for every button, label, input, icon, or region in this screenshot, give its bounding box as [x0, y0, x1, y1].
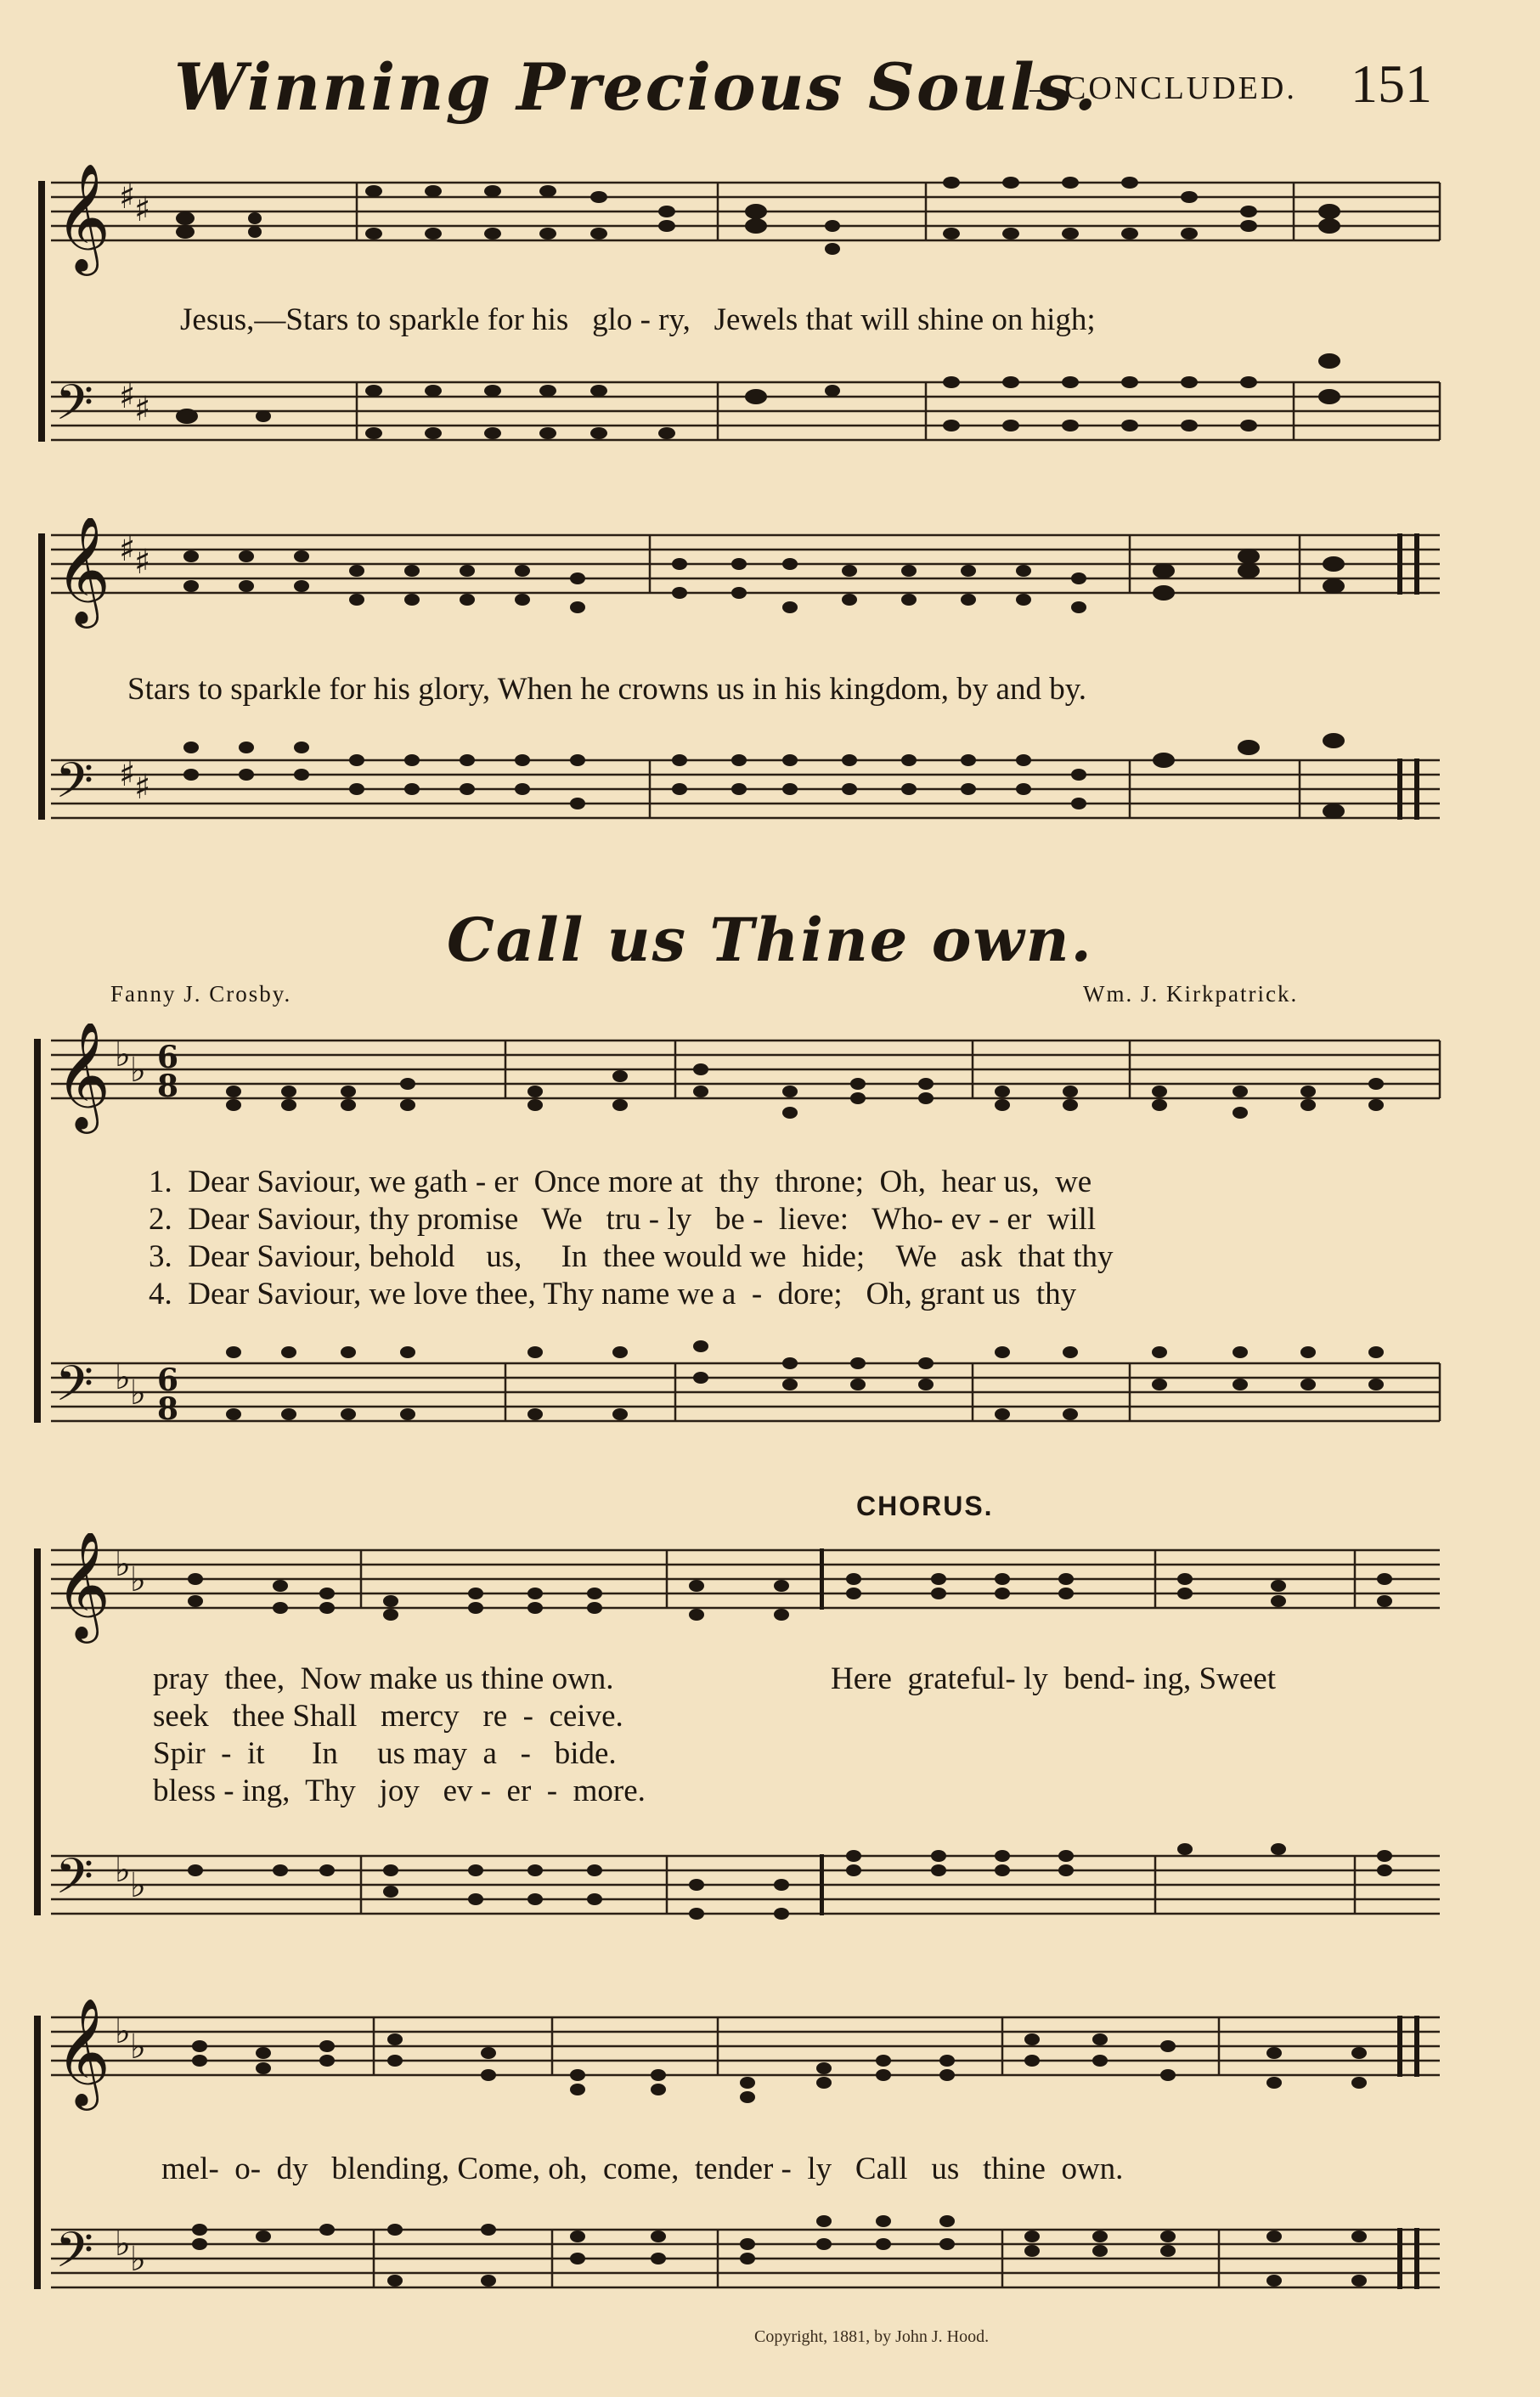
svg-text:♯: ♯: [119, 530, 136, 569]
svg-text:♭: ♭: [130, 2240, 146, 2279]
svg-text:♭: ♭: [115, 1358, 131, 1397]
verse-4-ending: bless - ing, Thy joy ev - er - more.: [153, 1774, 646, 1808]
verse-4-line: 4. Dear Saviour, we love thee, Thy name we a - dore; Oh, grant us thy: [149, 1277, 1077, 1311]
verse-2-ending: seek thee Shall mercy re - ceive.: [153, 1699, 623, 1734]
lyric-line-2: Stars to sparkle for his glory, When he crowns us in his kingdom, by and by.: [127, 672, 1087, 707]
svg-text:𝄢: 𝄢: [55, 374, 94, 443]
svg-text:♭: ♭: [130, 1373, 146, 1413]
lyric-line-1: Jesus,—Stars to sparkle for his glo - ry, Jewels that will shine on high;: [180, 302, 1096, 337]
svg-text:♯: ♯: [134, 543, 151, 582]
svg-text:♭: ♭: [115, 2012, 131, 2051]
svg-text:8: 8: [157, 1069, 179, 1104]
svg-text:♭: ♭: [115, 1545, 131, 1584]
svg-text:𝄞: 𝄞: [55, 1024, 111, 1129]
svg-text:♭: ♭: [130, 1866, 146, 1905]
verse-1-line: 1. Dear Saviour, we gath - er Once more at thy throne; Oh, hear us, we: [149, 1165, 1092, 1199]
svg-text:𝄞: 𝄞: [55, 162, 111, 271]
hymn-title: Winning Precious Souls.: [174, 49, 1098, 125]
concluded-label: —CONCLUDED.: [1029, 70, 1297, 106]
svg-text:♭: ♭: [115, 2225, 131, 2264]
svg-text:♯: ♯: [119, 755, 136, 794]
svg-text:𝄞: 𝄞: [55, 518, 111, 623]
svg-text:𝄞: 𝄞: [55, 1997, 111, 2106]
svg-text:𝄢: 𝄢: [55, 752, 94, 821]
svg-text:♯: ♯: [134, 190, 151, 229]
svg-text:♯: ♯: [134, 390, 151, 429]
svg-text:𝄢: 𝄢: [55, 1355, 94, 1424]
svg-text:𝄢: 𝄢: [55, 1847, 94, 1917]
svg-text:♭: ♭: [130, 1560, 146, 1599]
svg-text:6: 6: [157, 1362, 179, 1398]
svg-text:8: 8: [157, 1391, 179, 1427]
chorus-label: CHORUS.: [856, 1491, 994, 1521]
svg-text:♭: ♭: [115, 1851, 131, 1890]
hymn-title-2: Call us Thine own.: [447, 905, 1093, 975]
svg-text:𝄢: 𝄢: [55, 2221, 94, 2291]
verse-3-line: 3. Dear Saviour, behold us, In thee would we hide; We ask that thy: [149, 1239, 1114, 1274]
page-number: 151: [1351, 54, 1432, 114]
page-header: [0, 42, 1540, 136]
svg-text:6: 6: [157, 1040, 179, 1075]
svg-text:♯: ♯: [134, 768, 151, 807]
svg-text:♯: ♯: [119, 377, 136, 416]
svg-text:♭: ♭: [130, 2028, 146, 2067]
author-credit: Fanny J. Crosby.: [110, 981, 292, 1007]
verse-2-line: 2. Dear Saviour, thy promise We tru - ly be - lieve: Who- ev - er will: [149, 1202, 1097, 1237]
composer-credit: Wm. J. Kirkpatrick.: [1083, 981, 1299, 1007]
svg-text:♯: ♯: [119, 178, 136, 217]
chorus-lyric-end: mel- o- dy blending, Come, oh, come, tender - ly Call us thine own.: [161, 2152, 1124, 2186]
chorus-lyric-start: Here grateful- ly bend- ing, Sweet: [831, 1661, 1276, 1696]
svg-text:♭: ♭: [115, 1035, 131, 1074]
svg-text:𝄞: 𝄞: [55, 1533, 111, 1638]
verse-1-ending: pray thee, Now make us thine own.: [153, 1661, 614, 1696]
svg-text:♭: ♭: [130, 1051, 146, 1090]
verse-3-ending: Spir - it In us may a - bide.: [153, 1736, 617, 1771]
copyright-note: Copyright, 1881, by John J. Hood.: [754, 2327, 990, 2346]
